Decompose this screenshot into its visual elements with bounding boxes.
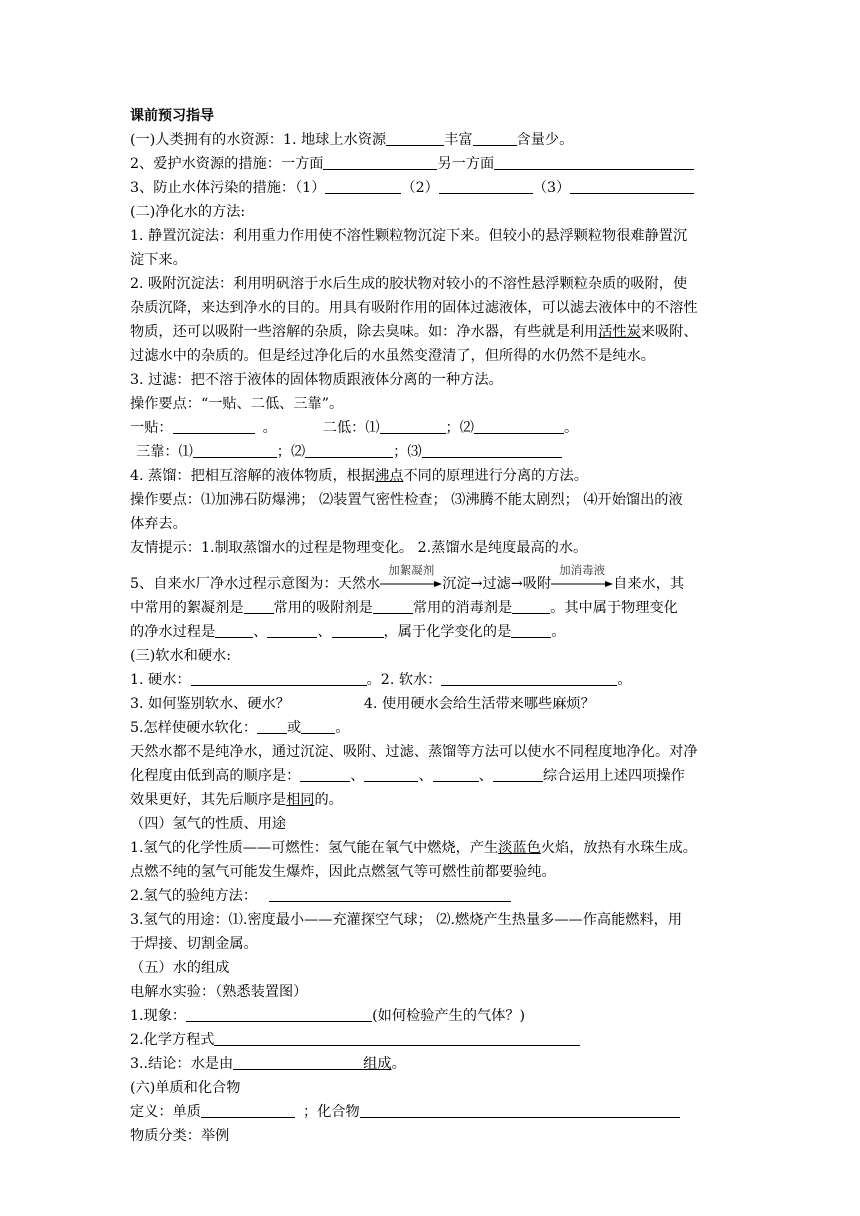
text: 1. 硬水： [130, 672, 191, 688]
paragraph-line: 于焊接、切割金属。 [130, 936, 258, 952]
paragraph-line [130, 1100, 680, 1124]
text: 的净水过程是 [130, 624, 216, 640]
answer-blank[interactable] [474, 417, 564, 434]
text: 三靠：⑴ [136, 444, 193, 460]
paragraph-line: 友情提示：1.制取蒸馏水的过程是物理变化。 2.蒸馏水是纯度最高的水。 [130, 540, 588, 556]
paragraph-line [130, 692, 595, 716]
text: 1.氢气的化学性质——可燃性：氢气能在氧气中燃烧，产生 [130, 840, 499, 856]
section-heading: （四）氢气的性质、用途 [130, 816, 287, 832]
process-arrow [551, 563, 613, 590]
answer-blank[interactable] [441, 669, 617, 686]
answer-blank[interactable] [494, 153, 694, 170]
answer-blank[interactable] [244, 597, 274, 614]
text: 。2. 软水： [366, 672, 442, 688]
text: 或 [287, 720, 302, 736]
paragraph-line: 操作要点：“一贴、二低、三靠”。 [130, 396, 344, 412]
text: 、 [253, 624, 268, 640]
text: 来吸附、 [640, 324, 698, 340]
line-prevent-pollution [130, 176, 694, 200]
text: 另一方面 [437, 156, 495, 172]
answer-blank[interactable] [173, 417, 255, 434]
text: 综合运用上述四项操作 [542, 768, 685, 784]
text: 3、防止水体污染的措施：（1） [130, 180, 326, 196]
text: ；⑵ [276, 444, 306, 460]
paragraph-line [130, 320, 698, 344]
section-heading: (二)净化水的方法: [130, 204, 246, 220]
section-heading: (三)软水和硬水: [130, 648, 231, 664]
answer-blank[interactable] [186, 1005, 372, 1022]
text: 。 [617, 672, 632, 688]
process-arrow [380, 563, 442, 590]
paragraph-line: 物质分类：举例 [130, 1128, 230, 1144]
text: ；化合物 [302, 1104, 360, 1120]
answer-blank[interactable] [191, 669, 367, 686]
text: 火焰，放热有水珠生成。 [540, 840, 697, 856]
paragraph-line [130, 788, 343, 812]
text: ，属于化学变化的是 [383, 624, 512, 640]
text: （2） [401, 180, 439, 196]
paragraph-line: 2. 吸附沉淀法：利用明矾溶于水后生成的胶状物对较小的不溶性悬浮颗粒杂质的吸附，使 [130, 276, 688, 292]
paragraph-line: 天然水都不是纯净水，通过沉淀、吸附、过滤、蒸馏等方法可以使水不同程度地净化。对净 [130, 744, 698, 760]
page-title: 课前预习指导 [130, 108, 214, 124]
paragraph-line: 杂质沉降，来达到净水的目的。用具有吸附作用的固体过滤液体，可以滤去液体中的不溶性 [130, 300, 698, 316]
text: 效果更好，其先后顺序是 [130, 792, 287, 808]
text: ；⑶ [393, 444, 422, 460]
text: 。 [262, 420, 277, 436]
text: 2.氢气的验纯方法： [130, 888, 258, 904]
paragraph-line [130, 1052, 406, 1076]
underlined-term: 组成 [363, 1056, 392, 1072]
arrow-label: 加絮凝剂 [388, 563, 435, 577]
paragraph-line [130, 464, 588, 488]
text: 中常用的絮凝剂是 [130, 600, 244, 616]
text: 3. 如何鉴别软水、硬水？ [130, 696, 290, 712]
text: 物质，还可以吸附一些溶解的杂质，除去臭味。如：净水器，有些就是利用 [130, 324, 599, 340]
underlined-term: 沸点 [375, 468, 404, 484]
text: (如何检验产生的气体？) [372, 1008, 526, 1024]
text: 4. 使用硬水会给生活带来哪些麻烦？ [363, 696, 595, 712]
text: 丰富 [444, 132, 473, 148]
answer-blank[interactable] [305, 441, 393, 458]
text: 。 [563, 420, 579, 436]
text: 定义：单质 [130, 1104, 201, 1120]
answer-blank[interactable] [332, 621, 384, 638]
paragraph-line: 3. 过滤：把不溶于液体的固体物质跟液体分离的一种方法。 [130, 372, 503, 388]
answer-blank[interactable] [193, 441, 277, 458]
text: 的。 [314, 792, 343, 808]
paragraph-line [130, 716, 349, 740]
answer-blank[interactable] [570, 177, 694, 194]
paragraph-line: 体弃去。 [130, 516, 187, 532]
answer-blank[interactable] [511, 621, 551, 638]
section-heading: （五）水的组成 [130, 960, 230, 976]
arrow-label: 加消毒液 [559, 563, 606, 577]
answer-blank[interactable] [257, 717, 287, 734]
answer-blank[interactable] [386, 129, 444, 146]
underlined-term: 相同 [286, 792, 315, 808]
answer-blank[interactable] [267, 621, 317, 638]
answer-blank[interactable] [380, 417, 446, 434]
text: 常用的消毒剂是 [412, 600, 513, 616]
paragraph-line [130, 620, 565, 644]
paragraph-line [130, 1028, 580, 1052]
answer-blank[interactable] [301, 717, 335, 734]
text: 沉淀→过滤→吸附 [442, 576, 552, 592]
text: 5、自来水厂净水过程示意图为：天然水 [130, 576, 381, 592]
text: ；⑵ [445, 420, 474, 436]
text: 、 [350, 768, 365, 784]
arrow-icon [551, 580, 613, 588]
answer-blank[interactable] [373, 597, 413, 614]
section-heading: (六)单质和化合物 [130, 1080, 241, 1096]
text: 。 [391, 1056, 406, 1072]
answer-blank[interactable] [512, 597, 550, 614]
text: (一)人类拥有的水资源：1. 地球上水资源 [130, 132, 387, 148]
answer-blank[interactable] [233, 1053, 363, 1070]
answer-blank[interactable] [364, 765, 418, 782]
answer-blank[interactable] [439, 177, 533, 194]
text: 5.怎样使硬水软化： [130, 720, 258, 736]
answer-blank[interactable] [422, 441, 562, 458]
underlined-term: 淡蓝色 [498, 840, 541, 856]
answer-blank[interactable] [201, 1101, 295, 1118]
text: 。其中属于物理变化 [550, 600, 678, 616]
text: 常用的吸附剂是 [273, 600, 373, 616]
paragraph-line: 3.氢气的用途：⑴.密度最小——充灌探空气球； ⑵.燃烧产生热量多——作高能燃料，用 [130, 912, 683, 928]
water-plant-process [130, 563, 685, 596]
answer-blank[interactable] [215, 621, 253, 638]
underlined-term: 活性炭 [598, 324, 641, 340]
answer-blank[interactable] [360, 1101, 680, 1118]
line-protect-water [130, 152, 694, 176]
answer-blank[interactable] [473, 129, 517, 146]
paragraph-line: 电解水实验：（熟悉装置图） [130, 984, 308, 1000]
answer-blank[interactable] [269, 885, 511, 902]
text: 1.现象： [130, 1008, 187, 1024]
text: 自来水，其 [613, 576, 685, 592]
paragraph-line [130, 836, 697, 860]
paragraph-line [130, 1004, 525, 1028]
text: 。 [551, 624, 566, 640]
text: 3..结论：水是由 [130, 1056, 234, 1072]
paragraph-line [130, 764, 685, 788]
text: 2.化学方程式 [130, 1032, 215, 1048]
paragraph-line: 淀下来。 [130, 252, 187, 268]
text: 二低：⑴ [322, 420, 380, 436]
paragraph-line: 点燃不纯的氢气可能发生爆炸，因此点燃氢气等可燃性前都要验纯。 [130, 864, 556, 880]
filtration-points-1 [130, 416, 578, 440]
answer-blank[interactable] [214, 1029, 580, 1046]
arrow-icon [380, 580, 442, 588]
paragraph-line: 过滤水中的杂质的。但是经过净化后的水虽然变澄清了，但所得的水仍然不是纯水。 [130, 348, 655, 364]
text: 、 [478, 768, 493, 784]
text: 、 [418, 768, 433, 784]
answer-blank[interactable] [323, 153, 437, 170]
answer-blank[interactable] [493, 765, 543, 782]
text: 。 [335, 720, 350, 736]
filtration-points-2 [136, 440, 562, 464]
paragraph-line [130, 596, 678, 620]
text: 一贴： [130, 420, 173, 436]
text: 不同的原理进行分离的方法。 [403, 468, 588, 484]
paragraph-line: 操作要点：⑴加沸石防爆沸； ⑵装置气密性检查； ⑶沸腾不能太剧烈； ⑷开始馏出的液 [130, 492, 683, 508]
answer-blank[interactable] [433, 765, 479, 782]
text: 含量少。 [516, 132, 574, 148]
answer-blank[interactable] [325, 177, 401, 194]
text: 、 [317, 624, 332, 640]
text: 4. 蒸馏：把相互溶解的液体物质，根据 [130, 468, 376, 484]
paragraph-line: 1. 静置沉淀法：利用重力作用使不溶性颗粒物沉淀下来。但较小的悬浮颗粒物很难静置沉 [130, 228, 688, 244]
text: 2、爱护水资源的措施：一方面 [130, 156, 324, 172]
paragraph-line [130, 884, 511, 908]
paragraph-line [130, 668, 632, 692]
text: （3） [532, 180, 571, 196]
text: 化程度由低到高的顺序是： [130, 768, 301, 784]
line-water-resources [130, 128, 573, 152]
answer-blank[interactable] [300, 765, 350, 782]
